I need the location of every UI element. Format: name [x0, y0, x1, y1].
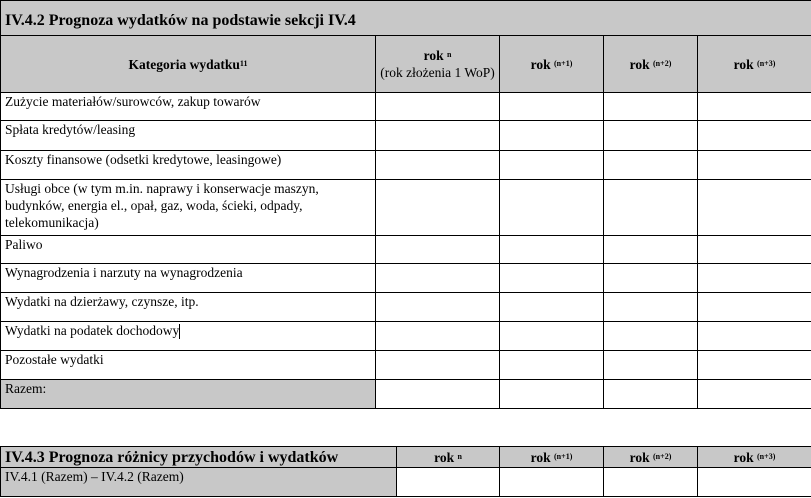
difference-label: IV.4.1 (Razem) – IV.4.2 (Razem) — [1, 468, 397, 497]
year-header-n3 — [698, 36, 811, 93]
category-header — [1, 36, 376, 93]
value-input-cell[interactable] — [376, 293, 500, 322]
category-cell: Zużycie materiałów/surowców, zakup towarów — [1, 93, 376, 121]
year-header-label: rok — [733, 449, 754, 465]
year-header-n — [376, 36, 500, 93]
year-header-sup: n — [457, 451, 462, 461]
year-header-label: rok — [733, 56, 754, 72]
year-header-label: rok — [629, 56, 650, 72]
value-input-cell[interactable] — [698, 293, 811, 322]
category-cell: Wydatki na dzierżawy, czynsze, itp. — [1, 293, 376, 322]
year-header-label: rok — [530, 56, 551, 72]
year-header-label: rok — [434, 449, 455, 465]
value-input-cell[interactable] — [376, 351, 500, 380]
value-input-cell[interactable] — [604, 180, 698, 236]
value-input-cell[interactable] — [376, 380, 500, 409]
value-input-cell[interactable] — [500, 151, 604, 180]
value-input-cell[interactable] — [698, 380, 811, 409]
value-input-cell[interactable] — [500, 93, 604, 121]
value-input-cell[interactable] — [698, 264, 811, 293]
value-input-cell[interactable] — [376, 151, 500, 180]
total-row — [1, 380, 811, 409]
table-row — [1, 180, 811, 236]
category-cell: Koszty finansowe (odsetki kredytowe, leasingowe) — [1, 151, 376, 180]
value-input-cell[interactable] — [376, 93, 500, 121]
year-header-n1 — [500, 447, 604, 468]
value-input-cell[interactable] — [604, 380, 698, 409]
category-cell: Spłata kredytów/leasing — [1, 121, 376, 151]
value-input-cell[interactable] — [500, 380, 604, 409]
section-title-iv-4-3: IV.4.3 Prognoza różnicy przychodów i wydatków — [1, 447, 397, 468]
table-row — [1, 293, 811, 322]
table-row — [1, 236, 811, 264]
year-header-sup: (n+3) — [757, 451, 776, 461]
value-input-cell[interactable] — [698, 322, 811, 351]
category-cell: Paliwo — [1, 236, 376, 264]
value-input-cell[interactable] — [604, 264, 698, 293]
category-header-label: Kategoria wydatku — [128, 56, 240, 72]
value-input-cell[interactable] — [698, 180, 811, 236]
year-header-sup: (n+1) — [554, 58, 573, 68]
value-input-cell[interactable] — [698, 93, 811, 121]
total-label: Razem: — [1, 380, 376, 409]
value-input-cell[interactable] — [500, 293, 604, 322]
value-input-cell[interactable] — [376, 264, 500, 293]
year-header-n2 — [604, 447, 698, 468]
value-input-cell[interactable] — [698, 236, 811, 264]
value-input-cell[interactable] — [500, 351, 604, 380]
category-cell — [1, 322, 376, 351]
value-input-cell[interactable] — [500, 180, 604, 236]
value-input-cell[interactable] — [376, 180, 500, 236]
value-input-cell[interactable] — [500, 468, 604, 497]
year-header-sup: (n+1) — [554, 451, 573, 461]
table-row — [1, 351, 811, 380]
category-cell: Usługi obce (w tym m.in. naprawy i konserwacje maszyn, budynków, energia el., opał, gaz, woda, ścieki, odpady, telekomunikacja) — [1, 180, 376, 236]
value-input-cell[interactable] — [604, 293, 698, 322]
text-cursor — [179, 324, 180, 339]
section-title-iv-4-2: IV.4.2 Prognoza wydatków na podstawie sekcji IV.4 — [1, 1, 811, 36]
table-row — [1, 264, 811, 293]
category-footnote: 11 — [239, 58, 248, 68]
value-input-cell[interactable] — [397, 468, 500, 497]
value-input-cell[interactable] — [698, 151, 811, 180]
table-row — [1, 468, 811, 497]
value-input-cell[interactable] — [698, 468, 811, 497]
value-input-cell[interactable] — [376, 236, 500, 264]
year-header-label: rok — [629, 449, 650, 465]
year-header-label: rok — [423, 48, 444, 63]
value-input-cell[interactable] — [698, 121, 811, 151]
year-header-sup: (n+2) — [653, 451, 672, 461]
value-input-cell[interactable] — [604, 322, 698, 351]
year-header-label: rok — [530, 449, 551, 465]
value-input-cell[interactable] — [500, 236, 604, 264]
year-header-n1 — [500, 36, 604, 93]
year-header-n3 — [698, 447, 811, 468]
year-header-sup: n — [446, 50, 452, 59]
value-input-cell[interactable] — [376, 121, 500, 151]
value-input-cell[interactable] — [500, 322, 604, 351]
table-row — [1, 121, 811, 151]
table-row — [1, 93, 811, 121]
year-header-sub: (rok złożenia 1 WoP) — [380, 65, 495, 80]
year-header-n — [397, 447, 500, 468]
value-input-cell[interactable] — [604, 121, 698, 151]
value-input-cell[interactable] — [376, 322, 500, 351]
category-cell: Wynagrodzenia i narzuty na wynagrodzenia — [1, 264, 376, 293]
year-header-sup: (n+2) — [653, 58, 672, 68]
value-input-cell[interactable] — [604, 351, 698, 380]
year-header-n2 — [604, 36, 698, 93]
category-cell: Pozostałe wydatki — [1, 351, 376, 380]
table-row — [1, 322, 811, 351]
value-input-cell[interactable] — [500, 121, 604, 151]
value-input-cell[interactable] — [698, 351, 811, 380]
category-cell-text: Wydatki na podatek dochodowy — [5, 323, 180, 338]
value-input-cell[interactable] — [500, 264, 604, 293]
value-input-cell[interactable] — [604, 151, 698, 180]
table-row — [1, 151, 811, 180]
difference-forecast-table — [0, 446, 811, 497]
value-input-cell[interactable] — [604, 468, 698, 497]
year-header-sup: (n+3) — [757, 58, 776, 68]
value-input-cell[interactable] — [604, 236, 698, 264]
value-input-cell[interactable] — [604, 93, 698, 121]
